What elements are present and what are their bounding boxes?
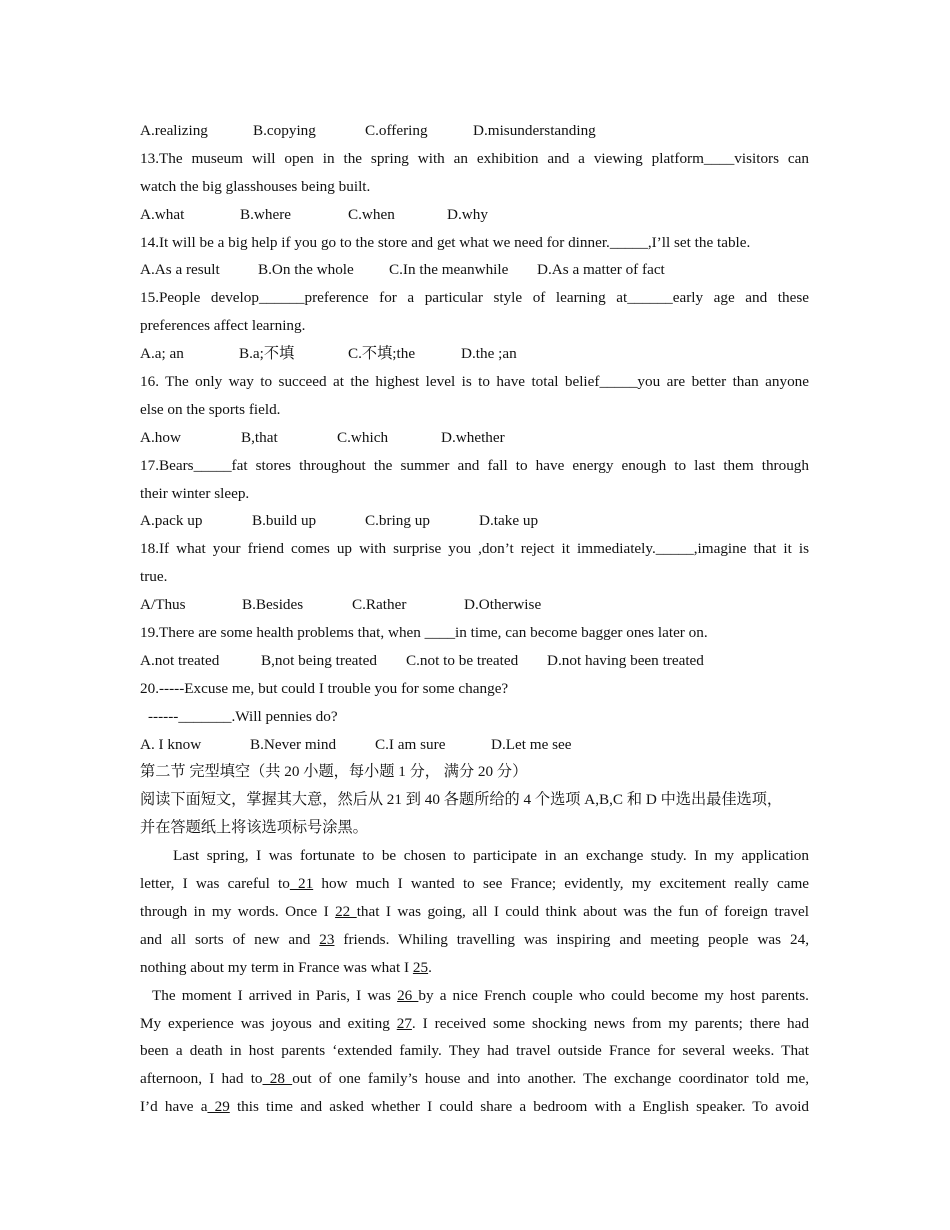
q13-option-b: B.where	[240, 205, 292, 223]
section-instruction-line2: 并在答题纸上将该选项标号涂黑。	[140, 819, 368, 837]
q13-question-line1: 13.The museum will open in the spring with an exhibition and a viewing platform____visitors can	[140, 149, 809, 167]
passage-p1-line2: letter, I was careful to 21 how much I wanted to see France; evidently, my excitement really came	[140, 875, 809, 893]
q15-options	[140, 340, 809, 368]
passage-p2-line2: My experience was joyous and exiting 27. I received some shocking news from my parents; there had	[140, 1014, 809, 1032]
q20-option-c: C.I am sure	[375, 735, 446, 753]
q19-options	[140, 647, 809, 675]
q13-options	[140, 201, 809, 229]
q17-option-c: C.bring up	[365, 512, 430, 530]
blank-22: 22	[335, 902, 357, 920]
q17-options	[140, 507, 809, 535]
q19-option-b: B,not being treated	[261, 651, 377, 669]
q18-question-line2: true.	[140, 568, 168, 586]
q14-options	[140, 256, 809, 284]
q13-option-c: C.when	[348, 205, 395, 223]
q13-option-a: A.what	[140, 205, 185, 223]
passage-p1-line4: and all sorts of new and 23 friends. Whiling travelling was inspiring and meeting people was 24,	[140, 930, 809, 948]
blank-26: 26	[397, 986, 419, 1004]
q19-option-d: D.not having been treated	[547, 651, 704, 669]
q14-option-c: C.In the meanwhile	[389, 261, 509, 279]
section-instruction-line1: 阅读下面短文，掌握其大意，然后从 21 到 40 各题所给的 4 个选项 A,B,C 和 D 中选出最佳选项，	[140, 791, 783, 809]
q15-question-line2: preferences affect learning.	[140, 317, 306, 335]
q14-option-d: D.As a matter of fact	[537, 261, 665, 279]
passage-p2-line1: The moment I arrived in Paris, I was 26 by a nice French couple who could become my host parents.	[152, 986, 809, 1004]
q12-option-a: A.realizing	[140, 122, 208, 139]
q17-option-d: D.take up	[479, 512, 539, 530]
blank-23: 23	[319, 930, 335, 948]
q12-options	[140, 117, 809, 145]
q12-option-b: B.copying	[253, 122, 316, 139]
blank-27: 27	[396, 1014, 412, 1032]
q16-options	[140, 424, 809, 452]
section-heading: 第二节 完型填空（共 20 小题，每小题 1 分， 满分 20 分）	[140, 763, 528, 781]
q18-option-b: B.Besides	[242, 596, 304, 614]
q15-option-b: B.a;不填	[239, 345, 295, 363]
passage-p2-line4: afternoon, I had to 28 out of one family’s house and into another. The exchange coordinator told me,	[140, 1070, 809, 1088]
q18-option-d: D.Otherwise	[464, 596, 542, 614]
q20-option-d: D.Let me see	[491, 735, 572, 753]
q20-question-line1: 20.-----Excuse me, but could I trouble you for some change?	[140, 679, 509, 697]
q15-option-d: D.the ;an	[461, 345, 517, 363]
blank-21: 21	[289, 875, 314, 893]
q16-question-line2: else on the sports field.	[140, 400, 281, 418]
blank-29: 29	[207, 1098, 230, 1116]
q16-option-a: A.how	[140, 428, 181, 446]
q16-option-d: D.whether	[441, 428, 505, 446]
q18-option-a: A/Thus	[140, 596, 186, 614]
q14-question-line1: 14.It will be a big help if you go to the store and get what we need for dinner._____,I’ll set the table.	[140, 233, 751, 251]
q16-option-b: B,that	[241, 428, 278, 446]
q17-option-b: B.build up	[252, 512, 317, 530]
q12-option-d: D.misunderstanding	[473, 122, 596, 139]
q14-option-b: B.On the whole	[258, 261, 354, 279]
q20-question-line2: ------_______.Will pennies do?	[148, 707, 338, 725]
q18-option-c: C.Rather	[352, 596, 407, 614]
q19-option-a: A.not treated	[140, 651, 220, 669]
q19-question-line1: 19.There are some health problems that, when ____in time, can become bagger ones later on.	[140, 624, 708, 642]
q20-option-a: A. I know	[140, 735, 202, 753]
q18-options	[140, 591, 809, 619]
q13-question-line2: watch the big glasshouses being built.	[140, 177, 371, 195]
passage-p1-line5: nothing about my term in France was what I 25.	[140, 958, 432, 976]
blank-25: 25	[412, 958, 429, 976]
q18-question-line1: 18.If what your friend comes up with surprise you ,don’t reject it immediately._____,imagine that it is	[140, 540, 809, 558]
passage-p1-line3: through in my words. Once I 22 that I was going, all I could think about was the fun of foreign travel	[140, 902, 809, 920]
q12-option-c: C.offering	[365, 122, 428, 139]
q13-option-d: D.why	[447, 205, 488, 223]
q16-option-c: C.which	[337, 428, 389, 446]
q15-question-line1: 15.People develop______preference for a particular style of learning at______early age and these	[140, 289, 809, 307]
q14-option-a: A.As a result	[140, 261, 220, 279]
q17-question-line2: their winter sleep.	[140, 484, 250, 502]
q19-option-c: C.not to be treated	[406, 651, 519, 669]
q15-option-c: C.不填;the	[348, 345, 416, 363]
q20-options	[140, 731, 809, 759]
exam-page	[140, 117, 809, 1121]
q15-option-a: A.a; an	[140, 345, 184, 363]
passage-p1-line1: Last spring, I was fortunate to be chosen to participate in an exchange study. In my application	[173, 847, 809, 865]
blank-28: 28	[262, 1070, 293, 1088]
q17-question-line1: 17.Bears_____fat stores throughout the summer and fall to have energy enough to last them through	[140, 456, 809, 474]
passage-p2-line5: I’d have a 29 this time and asked whether I could share a bedroom with a English speaker. To avoid	[140, 1098, 809, 1116]
passage-p2-line3: been a death in host parents ‘extended family. They had travel outside France for several weeks. That	[140, 1042, 809, 1060]
q16-question-line1: 16. The only way to succeed at the highest level is to have total belief_____you are better than anyone	[140, 373, 809, 391]
q20-option-b: B.Never mind	[250, 735, 337, 753]
q17-option-a: A.pack up	[140, 512, 203, 530]
